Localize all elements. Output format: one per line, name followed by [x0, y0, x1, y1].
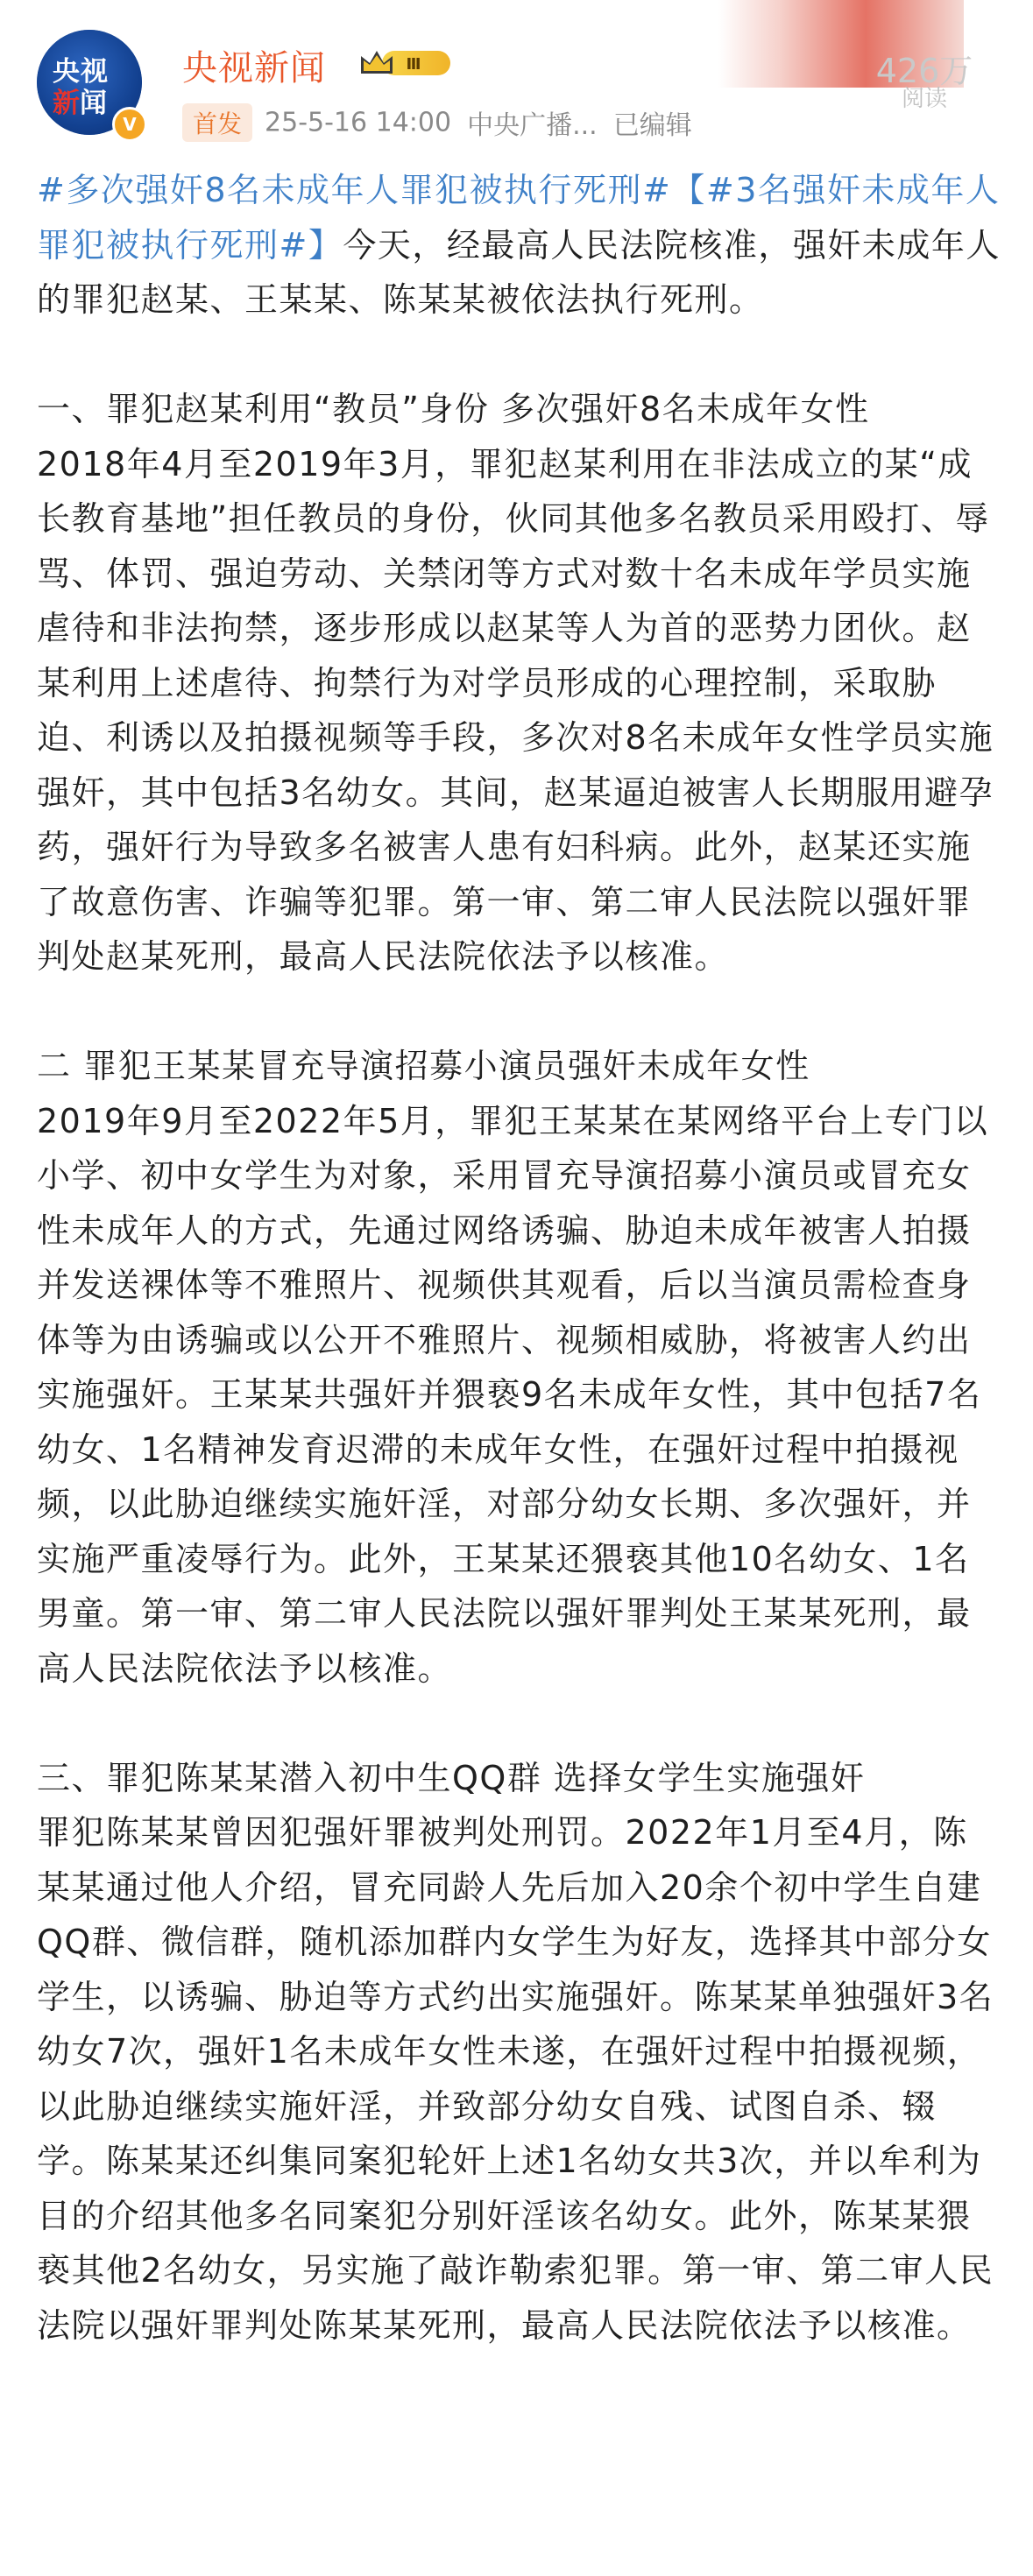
verified-badge-icon: V	[112, 107, 147, 142]
read-count: 426万	[875, 52, 973, 90]
section-body: 2019年9月至2022年5月，罪犯王某某在某网络平台上专门以小学、初中女学生为对象，采用冒充导演招募小演员或冒充女性未成年人的方式，先通过网络诱骗、胁迫未成年被害人拍摄并发送裸体等不雅照片、视频供其观看，后以当演员需检查身体等为由诱骗或以公开不雅照片、视频相威胁，将被害人约出实施强奸。王某某共强奸并猥亵9名未成年女性，其中包括7名幼女、1名精神发育迟滞的未成年女性，在强奸过程中拍摄视频，以此胁迫继续实施奸淫，对部分幼女长期、多次强奸，并实施严重凌辱行为。此外，王某某还猥亵其他10名幼女、1名男童。第一审、第二审人民法院以强奸罪判处王某某死刑，最高人民法院依法予以核准。	[37, 1101, 989, 1688]
avatar-logo-text-2	[53, 81, 107, 120]
edited-label[interactable]: 已编辑	[612, 110, 692, 141]
member-level-text: Ⅲ	[406, 55, 421, 74]
section-heading: 一、罪犯赵某利用“教员”身份 多次强奸8名未成年女性	[37, 390, 870, 428]
hashtag-link[interactable]: 【#3名强奸未成年人罪犯被执行死刑#】	[37, 171, 1001, 265]
hashtag-link[interactable]: #多次强奸8名未成年人罪犯被执行死刑#	[37, 171, 672, 209]
author-name[interactable]: 央视新闻	[182, 48, 326, 88]
post-source[interactable]: 中央广播...	[467, 110, 598, 141]
post-meta	[182, 103, 692, 142]
post-header	[0, 0, 1033, 153]
avatar-logo-char-red: 新	[53, 88, 80, 119]
first-publish-badge: 首发	[182, 103, 252, 142]
member-crown-badge-icon[interactable]	[356, 44, 454, 82]
avatar-logo-text: 央视	[53, 56, 109, 88]
post-time: 25-5-16 14:00	[265, 107, 452, 138]
section-heading: 二 罪犯王某某冒充导演招募小演员强奸未成年女性	[37, 1047, 810, 1085]
post-content	[37, 163, 1001, 2353]
intro-text: 今天，经最高人民法院核准，强奸未成年人的罪犯赵某、王某某、陈某某被依法执行死刑。	[37, 225, 1001, 319]
section-heading: 三、罪犯陈某某潜入初中生QQ群 选择女学生实施强奸	[37, 1758, 866, 1797]
post-intro	[37, 163, 1001, 328]
avatar-logo-char: 闻	[80, 88, 107, 119]
section-body: 2018年4月至2019年3月，罪犯赵某利用在非法成立的某“成长教育基地”担任教员的身份，伙同其他多名教员采用殴打、辱骂、体罚、强迫劳动、关禁闭等方式对数十名未成年学员实施虐待和非法拘禁，逐步形成以赵某等人为首的恶势力团伙。赵某利用上述虐待、拘禁行为对学员形成的心理控制，采取胁迫、利诱以及拍摄视频等手段，多次对8名未成年女性学员实施强奸，其中包括3名幼女。其间，赵某逼迫被害人长期服用避孕药，强奸行为导致多名被害人患有妇科病。此外，赵某还实施了故意伤害、诈骗等犯罪。第一审、第二审人民法院以强奸罪判处赵某死刑，最高人民法院依法予以核准。	[37, 444, 994, 976]
read-count-label: 阅读	[901, 86, 947, 112]
section-body: 罪犯陈某某曾因犯强奸罪被判处刑罚。2022年1月至4月，陈某某通过他人介绍，冒充同龄人先后加入20余个初中学生自建QQ群、微信群，随机添加群内女学生为好友，选择其中部分女学生，以诱骗、胁迫等方式约出实施强奸。陈某某单独强奸3名幼女7次，强奸1名未成年女性未遂，在强奸过程中拍摄视频，以此胁迫继续实施奸淫，并致部分幼女自残、试图自杀、辍学。陈某某还纠集同案犯轮奸上述1名幼女共3次，并以牟利为目的介绍其他多名同案犯分别奸淫该名幼女。此外，陈某某猥亵其他2名幼女，另实施了敲诈勒索犯罪。第一审、第二审人民法院以强奸罪判处陈某某死刑，最高人民法院依法予以核准。	[37, 1813, 994, 2345]
